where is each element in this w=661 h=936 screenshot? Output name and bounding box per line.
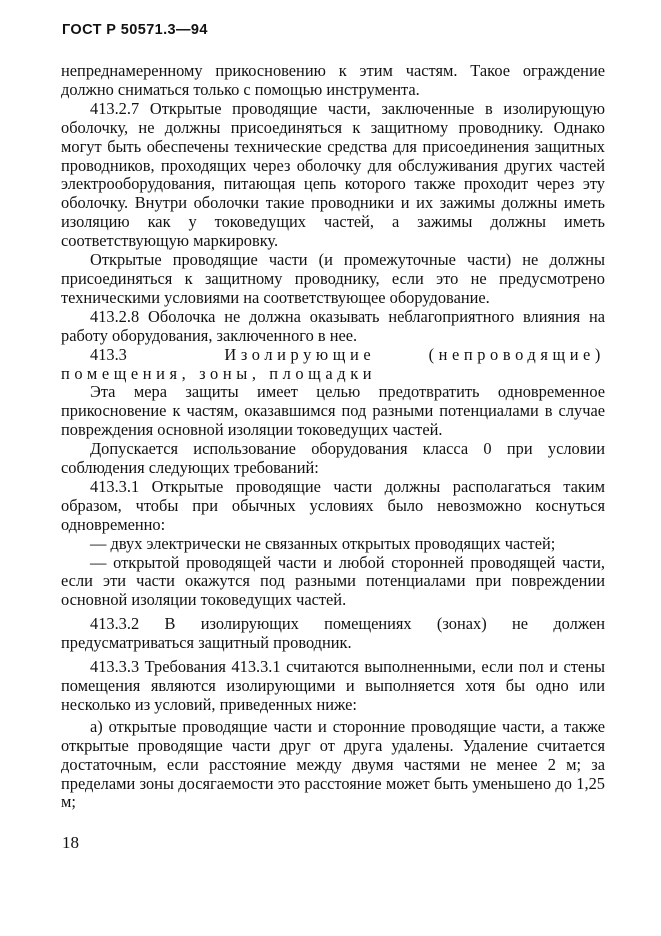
list-item: а) открытые проводящие части и сторонние проводящие части, а также открытые проводящие части друг от друга удалены. Удаление считается достаточным, если расстояние между двумя частями не менее 2 м; за пределами зоны досягаемости это расстояние может быть уменьшено до 1,25 м; xyxy=(61,716,605,812)
section-number: 413.3 xyxy=(90,344,127,364)
paragraph: 413.2.7 Открытые проводящие части, заключенные в изолирующую оболочку, не должны присоединяться к защитному проводнику. Однако могут быть обеспечены технические средства для присоединения защитных проводников, проходящих через оболочку для обслуживания других частей электрооборудования, питающая цепь которого также проходит через эту оболочку. Внутри оболочки такие проводники и их зажимы должны иметь изоляцию как у токоведущих частей, а зажимы должны иметь соответствующую маркировку. xyxy=(61,98,605,251)
page-number: 18 xyxy=(62,833,79,852)
paragraph: непреднамеренному прикосновению к этим частям. Такое ограждение должно сниматься только с помощью инструмента. xyxy=(61,61,605,99)
paragraph: Открытые проводящие части (и промежуточные части) не должны присоединяться к защитному проводнику, если это не предусмотрено техническими условиями на соответствующее оборудование. xyxy=(61,250,605,307)
paragraph: 413.2.8 Оболочка не должна оказывать неблагоприятного влияния на работу оборудования, заключенного в нее. xyxy=(61,306,605,345)
paragraph: 413.3.2 В изолирующих помещениях (зонах) не должен предусматриваться защитный проводник. xyxy=(61,614,605,653)
document-body xyxy=(61,62,605,812)
paragraph: Допускается использование оборудования класса 0 при условии соблюдения следующих требований: xyxy=(61,439,605,478)
section-title: Изолирующие (непроводящие) помещения, зоны, площадки xyxy=(61,344,605,383)
paragraph: Эта мера защиты имеет целью предотвратить одновременное прикосновение к частям, оказавшимся под разными потенциалами в случае повреждения основной изоляции токоведущих частей. xyxy=(61,382,605,440)
list-item: — двух электрически не связанных открытых проводящих частей; xyxy=(90,533,556,553)
paragraph: 413.3.3 Требования 413.3.1 считаются выполненными, если пол и стены помещения являются изолирующими и выполняется хотя бы одно или несколько из условий, приведенных ниже: xyxy=(61,657,605,714)
section-heading xyxy=(61,346,605,384)
list-item: — открытой проводящей части и любой сторонней проводящей части, если эти части окажутся под разными потенциалами при повреждении основной изоляции токоведущих частей. xyxy=(61,552,605,610)
paragraph: 413.3.1 Открытые проводящие части должны располагаться таким образом, чтобы при обычных условиях было невозможно коснуться одновременно: xyxy=(61,476,605,534)
standard-header: ГОСТ Р 50571.3—94 xyxy=(62,22,208,38)
